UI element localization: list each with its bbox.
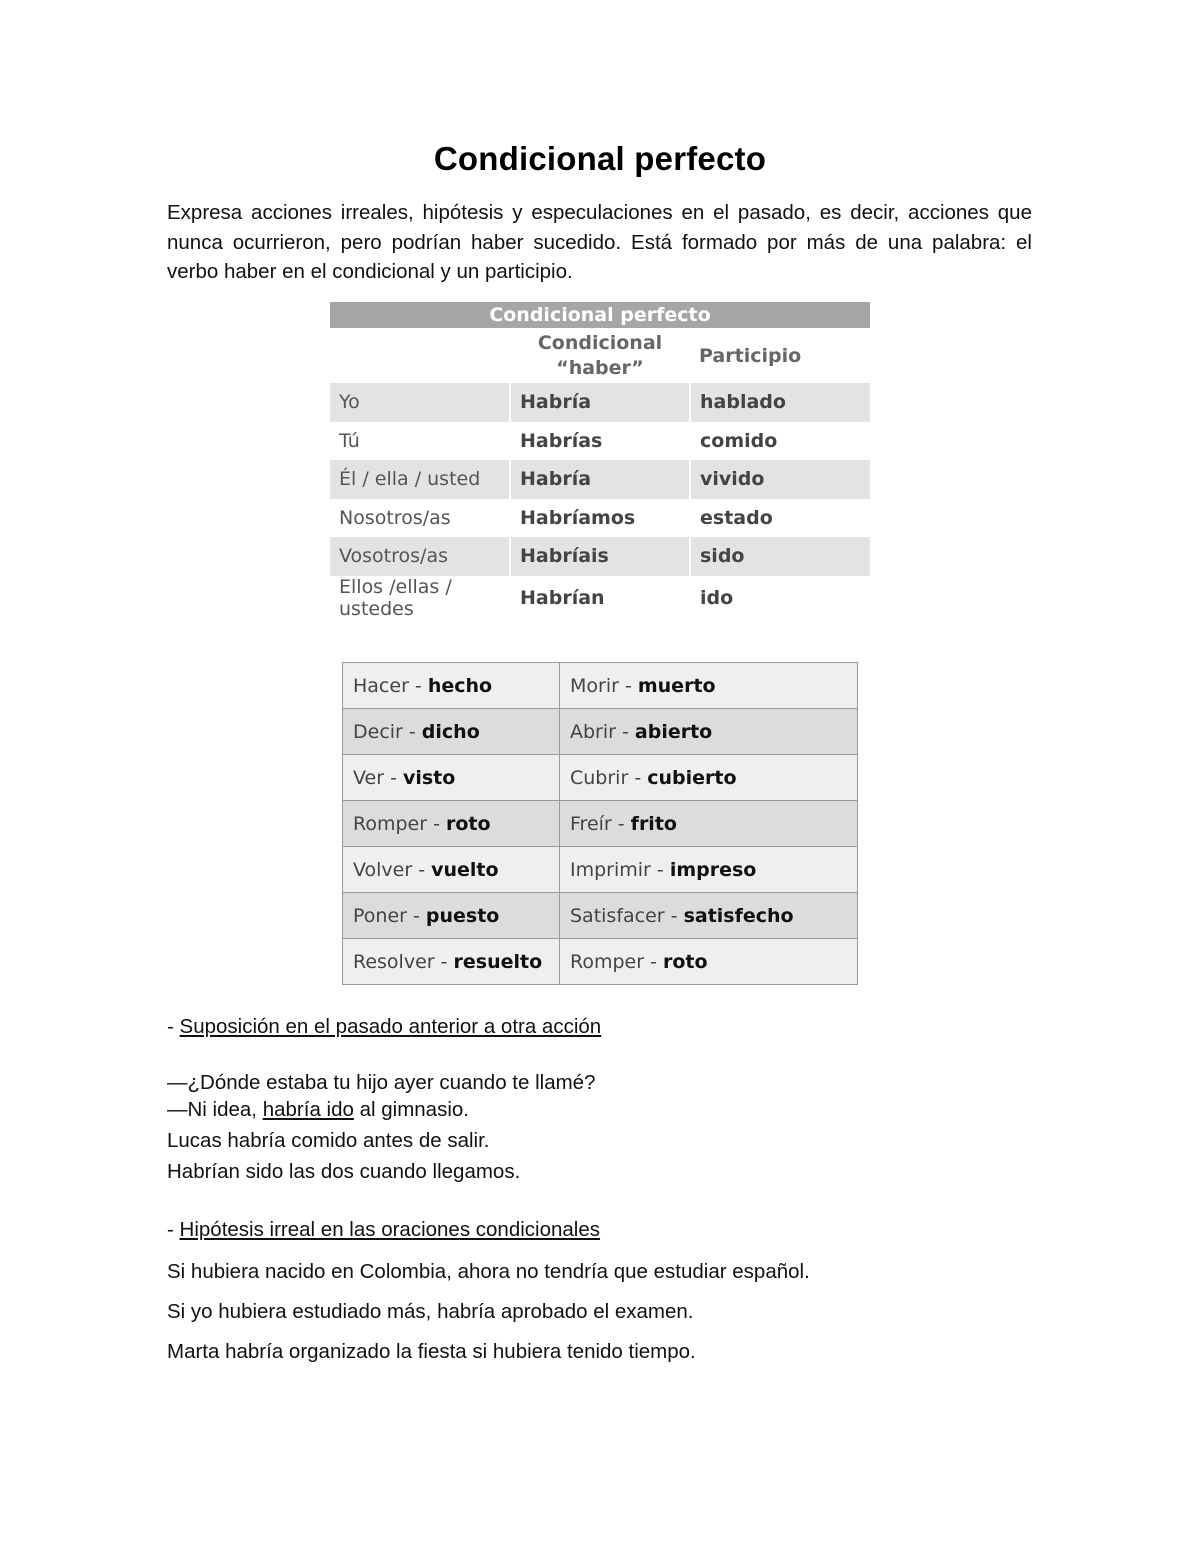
pronoun-cell: Él / ella / usted <box>330 460 510 499</box>
irregular-cell: Resolver - resuelto <box>343 939 560 985</box>
irregular-cell: Imprimir - impreso <box>560 847 858 893</box>
irregular-cell: Romper - roto <box>343 801 560 847</box>
section-heading-hipotesis <box>167 1218 600 1242</box>
irregular-cell: Cubrir - cubierto <box>560 755 858 801</box>
conjugation-table-header <box>330 328 870 383</box>
irregular-row <box>343 893 858 939</box>
irregular-cell: Decir - dicho <box>343 709 560 755</box>
irregular-row <box>343 847 858 893</box>
irregular-cell: Satisfacer - satisfecho <box>560 893 858 939</box>
irregular-cell: Abrir - abierto <box>560 709 858 755</box>
irregular-row <box>343 709 858 755</box>
conjugation-row <box>330 383 870 422</box>
participle-cell: comido <box>700 429 778 452</box>
header-participle: Participio <box>699 344 802 367</box>
conjugation-row <box>330 499 870 538</box>
participle-cell: hablado <box>690 383 870 422</box>
example-line: Marta habría organizado la fiesta si hubiera tenido tiempo. <box>167 1340 696 1363</box>
conjugation-row <box>330 537 870 576</box>
header-haber-line2: “haber” <box>556 356 644 379</box>
irregular-cell: Volver - vuelto <box>343 847 560 893</box>
irregular-row <box>343 663 858 709</box>
irregular-cell: Hacer - hecho <box>343 663 560 709</box>
conjugation-row <box>330 576 870 620</box>
section-heading-text: Suposición en el pasado anterior a otra acción <box>179 1015 602 1038</box>
section-dash: - <box>167 1015 180 1038</box>
haber-cell: Habríamos <box>510 499 690 538</box>
participle-cell: estado <box>700 506 773 529</box>
intro-paragraph: Expresa acciones irreales, hipótesis y especulaciones en el pasado, es decir, acciones que nunca ocurrieron, pero podrían haber sucedido. Está formado por más de una palabra: el verbo haber en el condicional y un participio. <box>167 201 1032 283</box>
section-heading-text: Hipótesis irreal en las oraciones condicionales <box>179 1218 601 1241</box>
section-heading-suposicion <box>167 1015 601 1039</box>
irregular-cell: Romper - roto <box>560 939 858 985</box>
pronoun-cell: Vosotros/as <box>330 537 510 576</box>
conjugation-row <box>330 460 870 499</box>
irregular-cell: Morir - muerto <box>560 663 858 709</box>
conjugation-table-caption: Condicional perfecto <box>330 302 870 328</box>
irregular-cell: Ver - visto <box>343 755 560 801</box>
section-dash: - <box>167 1218 180 1241</box>
pronoun-cell: Yo <box>330 383 510 422</box>
pronoun-cell: Nosotros/as <box>330 499 510 538</box>
participle-cell: ido <box>700 586 734 609</box>
conjugation-row <box>330 422 870 461</box>
participle-cell: sido <box>690 537 870 576</box>
haber-cell: Habría <box>510 383 690 422</box>
irregular-row <box>343 755 858 801</box>
example-line: —Ni idea, habría ido al gimnasio. <box>167 1098 469 1121</box>
page-title: Condicional perfecto <box>433 140 767 177</box>
conjugation-table <box>330 302 870 620</box>
conjugation-table-caption-row <box>330 302 870 328</box>
irregular-row <box>343 939 858 985</box>
example-line: Habrían sido las dos cuando llegamos. <box>167 1160 521 1183</box>
header-empty-cell <box>330 328 510 383</box>
pronoun-cell: Tú <box>330 422 510 461</box>
example-line: —¿Dónde estaba tu hijo ayer cuando te llamé? <box>167 1071 596 1094</box>
haber-cell: Habrían <box>510 576 690 620</box>
example-line: Lucas habría comido antes de salir. <box>167 1129 490 1152</box>
header-haber-line1: Condicional <box>537 331 663 354</box>
participle-cell: vivido <box>690 460 870 499</box>
haber-cell: Habríais <box>510 537 690 576</box>
irregular-cell: Poner - puesto <box>343 893 560 939</box>
example-line: Si yo hubiera estudiado más, habría aprobado el examen. <box>167 1300 694 1323</box>
irregular-row <box>343 801 858 847</box>
underlined-phrase: habría ido <box>262 1098 354 1121</box>
irregular-participles-table <box>342 662 858 985</box>
irregular-cell: Freír - frito <box>560 801 858 847</box>
example-line: Si hubiera nacido en Colombia, ahora no tendría que estudiar español. <box>167 1260 810 1283</box>
haber-cell: Habría <box>510 460 690 499</box>
pronoun-cell: Ellos /ellas / ustedes <box>330 576 510 620</box>
header-haber <box>510 328 690 383</box>
haber-cell: Habrías <box>510 422 690 461</box>
